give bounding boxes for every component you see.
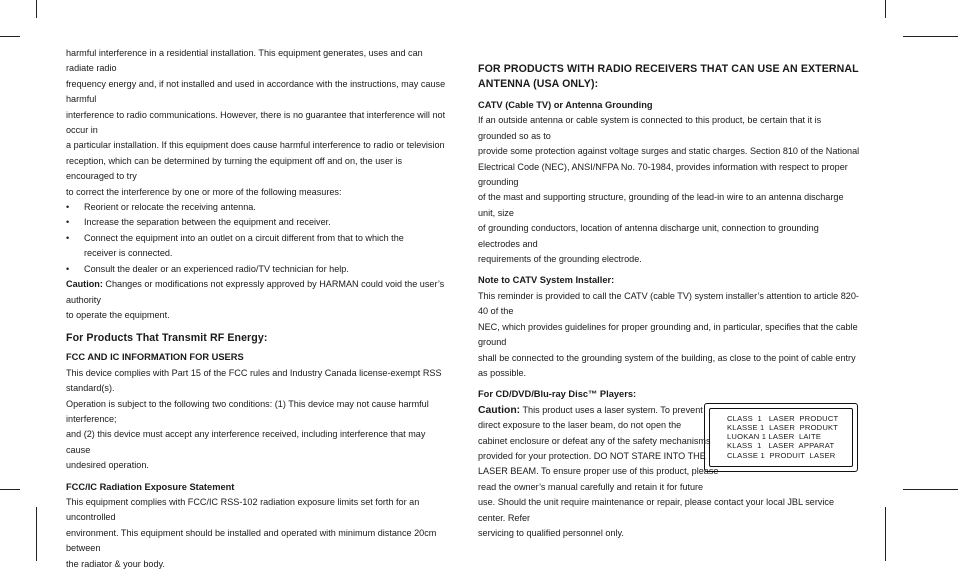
exposure-heading: FCC/IC Radiation Exposure Statement [66,481,235,492]
text-line: read the owner’s manual carefully and retain it for future [478,481,704,492]
text-line: of the mast and supporting structure, grounding of the lead-in wire to an antenna discharge unit, size [478,192,844,218]
text-line: NEC, which provides guidelines for proper grounding and, in particular, specifies that the cable ground [478,321,858,348]
crop-mark [885,507,886,561]
caution-label: Caution: [66,279,103,290]
text-line: requirements of the grounding electrode. [478,254,642,265]
text-line: Operation is subject to the following two conditions: (1) This device may not cause harmful interference; [66,398,429,424]
text-line: undesired operation. [66,460,149,471]
text-line: shall be connected to the grounding system of the building, as close to the point of cable entry as possible. [478,352,856,378]
rf-energy-heading: For Products That Transmit RF Energy: [66,332,268,345]
caution-label: Caution: [478,404,521,416]
text-line: If an outside antenna or cable system is connected to this product, be certain that it is grounded so as to [478,115,822,141]
fcc-paragraph [66,366,448,474]
crop-mark [903,36,958,37]
text-line: a particular installation. If this equipment does cause harmful interference to radio or television [66,140,445,151]
text-line: to operate the equipment. [66,309,170,320]
laser-label-line: KLASSE 1 LASER PRODUKT [727,422,839,432]
note-heading: Note to CATV System Installer: [478,275,615,286]
text-line: This equipment complies with FCC/IC RSS-102 radiation exposure limits set forth for an uncontrolled [66,496,420,523]
laser-label-line: LUOKAN 1 LASER LAITE [727,432,822,442]
text-line: of grounding conductors, location of antenna discharge unit, connection to grounding electrodes and [478,223,819,249]
text-line: use. Should the unit require maintenance or repair, please contact your local JBL service center. Refer [478,497,835,523]
text-line: servicing to qualified personnel only. [478,527,624,538]
note-paragraph [478,289,860,381]
text-line: harmful interference in a residential installation. This equipment generates, uses and can radiate radio [66,48,423,74]
laser-label-inner [709,408,853,467]
exposure-paragraph [66,495,448,572]
text-line: environment. This equipment should be installed and operated with minimum distance 20cm between [66,527,437,554]
external-antenna-heading [478,62,860,92]
laser-label-line: CLASS 1 LASER PRODUCT [727,413,839,423]
text-line: LASER BEAM. To ensure proper use of this product, please [478,466,719,477]
laser-product-label [704,403,858,472]
text-line: provide some protection against voltage surges and static charges. Section 810 of the National [478,146,860,157]
list-item: • Connect the equipment into an outlet on a circuit different from that to which the [66,231,448,246]
text-line: This product uses a laser system. To prevent [520,404,703,415]
text-line: and (2) this device must accept any interference received, including interference that may cause [66,429,426,455]
catv-paragraph [478,113,860,267]
crop-mark [36,0,37,18]
fcc-ic-heading: FCC AND IC INFORMATION FOR USERS [66,352,244,363]
measures-list [66,200,448,277]
crop-mark [36,507,37,561]
caution-tail [478,495,860,541]
list-item-continuation: receiver is connected. [84,248,173,259]
text-line: This reminder is provided to call the CATV (cable TV) system installer’s attention to article 820-40 of the [478,290,859,317]
text-line: provided for your protection. DO NOT STARE INTO THE [478,450,706,461]
left-column [66,46,448,572]
text-line: This device complies with Part 15 of the FCC rules and Industry Canada license-exempt RSS standard(s). [66,367,442,394]
crop-mark [903,489,958,490]
heading-line: FOR PRODUCTS WITH RADIO RECEIVERS THAT CAN USE AN EXTERNAL [478,63,859,75]
crop-mark [0,36,20,37]
right-column [478,62,860,541]
text-line: reception, which can be determined by turning the equipment off and on, the user is encouraged to try [66,155,403,182]
text-line: to correct the interference by one or more of the following measures: [66,186,342,197]
heading-line: ANTENNA (USA ONLY): [478,78,599,90]
list-item: • Increase the separation between the equipment and receiver. [66,215,448,230]
list-item: • Reorient or relocate the receiving antenna. [66,200,448,215]
catv-heading: CATV (Cable TV) or Antenna Grounding [478,100,653,110]
intro-paragraph [66,46,448,200]
text-line: the radiator & your body. [66,558,165,569]
text-line: cabinet enclosure or defeat any of the safety mechanisms [478,435,711,446]
crop-mark [0,489,20,490]
disc-players-heading: For CD/DVD/Blu-ray Disc™ Players: [478,389,637,400]
crop-mark [885,0,886,18]
text-line: frequency energy and, if not installed and used in accordance with the instructions, may cause harmful [66,78,446,105]
text-line: Electrical Code (NEC), ANSI/NFPA No. 70-1984, provides information with respect to proper grounding [478,161,848,188]
laser-label-line: CLASSE 1 PRODUIT LASER [727,450,836,460]
laser-label-line: KLASS 1 LASER APPARAT [727,441,835,451]
laser-caution-block [478,403,860,495]
text-line: direct exposure to the laser beam, do not open the [478,420,682,431]
text-line: Changes or modifications not expressly approved by HARMAN could void the user’s authority [66,279,445,305]
text-line: interference to radio communications. However, there is no guarantee that interference will not occur in [66,109,446,136]
caution-paragraph [66,277,448,323]
list-item: • Consult the dealer or an experienced radio/TV technician for help. [66,262,448,277]
